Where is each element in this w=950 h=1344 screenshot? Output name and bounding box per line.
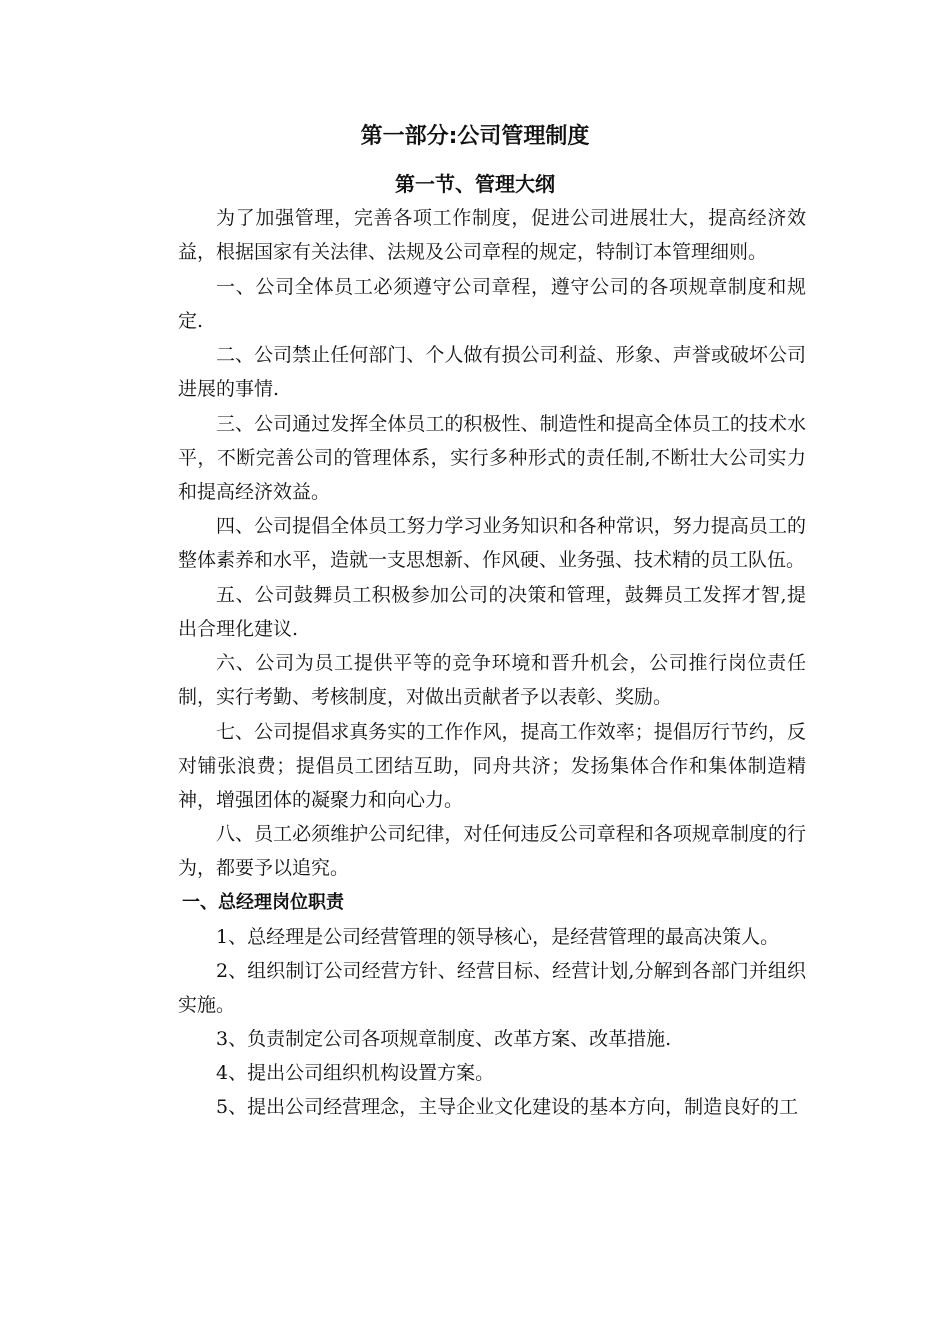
duty-item-3: 3、负责制定公司各项规章制度、改革方案、改革措施. (216, 1027, 672, 1050)
paragraph-rule-8: 八、员工必须维护公司纪律，对任何违反公司章程和各项规章制度的行为，都要予以追究。 (178, 823, 806, 879)
duty-item-2: 2、组织制订公司经营方针、经营目标、经营计划,分解到各部门并组织实施。 (178, 959, 806, 1016)
section-subtitle: 第一节、管理大纲 (395, 172, 555, 196)
duty-item-1: 1、总经理是公司经营管理的领导核心，是经营管理的最高决策人。 (216, 925, 780, 948)
paragraph-rule-1: 一、公司全体员工必须遵守公司章程，遵守公司的各项规章制度和规定. (178, 275, 806, 332)
paragraph-rule-4: 四、公司提倡全体员工努力学习业务知识和各种常识，努力提高员工的整体素养和水平，造就一支思想新、作风硬、业务强、技术精的员工队伍。 (178, 515, 806, 571)
paragraph-rule-6: 六、公司为员工提供平等的竞争环境和晋升机会，公司推行岗位责任制，实行考勤、考核制度，对做出贡献者予以表彰、奖励。 (178, 652, 806, 708)
duty-item-5: 5、提出公司经营理念，主导企业文化建设的基本方向，制造良好的工 (216, 1095, 799, 1118)
page-title: 第一部分:公司管理制度 (360, 124, 590, 149)
paragraph-rule-3: 三、公司通过发挥全体员工的积极性、制造性和提高全体员工的技术水平，不断完善公司的管理体系，实行多种形式的责任制,不断壮大公司实力和提高经济效益。 (178, 412, 806, 503)
paragraph-intro: 为了加强管理，完善各项工作制度，促进公司进展壮大，提高经济效益，根据国家有关法律、法规及公司章程的规定，特制订本管理细则。 (178, 207, 806, 263)
document-body (178, 201, 806, 1124)
paragraph-rule-7: 七、公司提倡求真务实的工作作风，提高工作效率；提倡厉行节约，反对铺张浪费；提倡员工团结互助，同舟共济；发扬集体合作和集体制造精神，增强团体的凝聚力和向心力。 (178, 720, 806, 811)
paragraph-rule-5: 五、公司鼓舞员工积极参加公司的决策和管理，鼓舞员工发挥才智,提出合理化建议. (178, 583, 806, 640)
paragraph-rule-2: 二、公司禁止任何部门、个人做有损公司利益、形象、声誉或破坏公司进展的事情. (178, 344, 806, 400)
section-heading: 一、总经理岗位职责 (182, 891, 344, 913)
duty-item-4: 4、提出公司组织机构设置方案。 (216, 1061, 495, 1084)
